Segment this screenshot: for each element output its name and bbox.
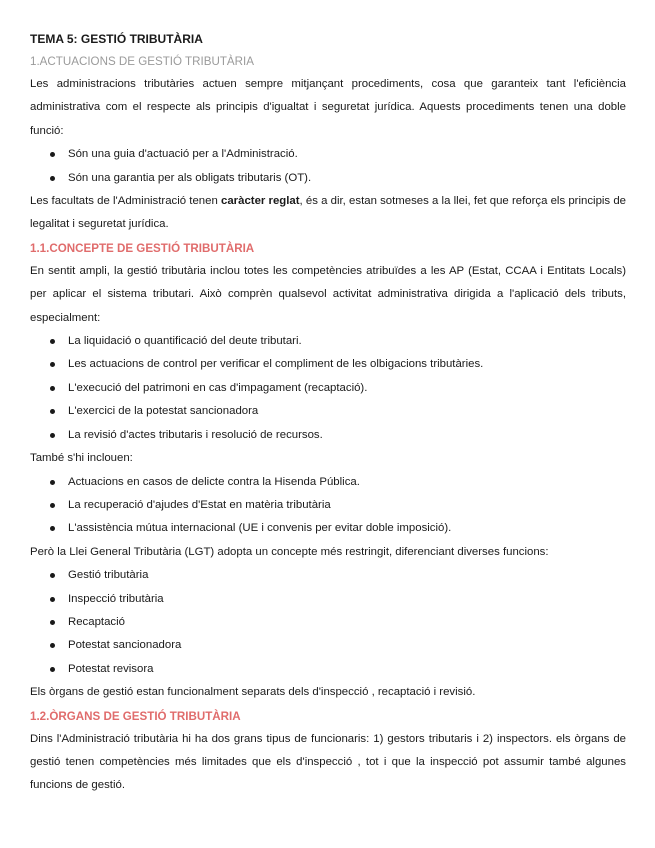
facultats-text-start: Les facultats de l'Administració tenen xyxy=(30,195,221,208)
organs-separation-paragraph: Els òrgans de gestió estan funcionalment separats dels d'inspecció , recaptació i revisió. xyxy=(30,686,476,699)
list-item: La recuperació d'ajudes d'Estat en matèria tributària xyxy=(48,494,626,517)
section-1-heading: 1.ACTUACIONS DE GESTIÓ TRIBUTÀRIA xyxy=(30,55,254,68)
section-1-intro: Les administracions tributàries actuen sempre mitjançant procediments, cosa que garanteix tant l'eficiència administrativa com el respecte als principis d'igualtat i seguretat jurídica. Aquests procediments tenen una doble funció: xyxy=(30,78,626,137)
list-item: L'execució del patrimoni en cas d'impagament (recaptació). xyxy=(48,377,626,400)
list-item: La liquidació o quantificació del deute tributari. xyxy=(48,330,626,353)
list-item: La revisió d'actes tributaris i resolució de recursos. xyxy=(48,424,626,447)
list-item: Potestat sancionadora xyxy=(48,634,626,657)
section-1-1-intro: En sentit ampli, la gestió tributària inclou totes les competències atribuïdes a les AP (Estat, CCAA i Entitats Locals) per aplicar el sistema tributari. Això comprèn qualsevol activitat administrativa dirigida a l'aplicació dels tributs, especialment: xyxy=(30,264,626,324)
list-item: L'assistència mútua internacional (UE i convenis per evitar doble imposició). xyxy=(48,517,626,540)
list-item: Gestió tributària xyxy=(48,564,626,587)
facultats-paragraph xyxy=(30,190,626,237)
lgt-paragraph: Però la Llei General Tributària (LGT) adopta un concepte més restringit, diferenciant diverses funcions: xyxy=(30,545,549,558)
list-item: Les actuacions de control per verificar el compliment de les olbigacions tributàries. xyxy=(48,353,626,376)
list-item: L'exercici de la potestat sancionadora xyxy=(48,400,626,423)
list-item: Són una guia d'actuació per a l'Administració. xyxy=(48,143,626,166)
list-item: Inspecció tributària xyxy=(48,588,626,611)
section-1-2-text: Dins l'Administració tributària hi ha dos grans tipus de funcionaris: 1) gestors tributaris i 2) inspectors. els òrgans de gestió tenen competències més limitades que els d'inspecció , tot i que la inspecció pot assumir també algunes funcions de gestió. xyxy=(30,732,626,792)
facultats-text-end: , és a dir, estan sotmeses a la llei, fet que reforça els principis de legalitat i seguretat jurídica. xyxy=(30,195,626,231)
document-title: TEMA 5: GESTIÓ TRIBUTÀRIA xyxy=(30,32,203,46)
also-included-list xyxy=(30,471,626,541)
list-item: Potestat revisora xyxy=(48,658,626,681)
list-item: Actuacions en casos de delicte contra la Hisenda Pública. xyxy=(48,471,626,494)
lgt-functions-list xyxy=(30,564,626,681)
list-item: Són una garantia per als obligats tributaris (OT). xyxy=(48,167,626,190)
list-item: Recaptació xyxy=(48,611,626,634)
section-1-bullet-list xyxy=(30,143,626,190)
section-1-2-heading: 1.2.ÒRGANS DE GESTIÓ TRIBUTÀRIA xyxy=(30,709,241,723)
section-1-1-heading: 1.1.CONCEPTE DE GESTIÓ TRIBUTÀRIA xyxy=(30,241,255,255)
gestio-activities-list xyxy=(30,330,626,447)
also-included-label: També s'hi inclouen: xyxy=(30,452,133,465)
facultats-bold-term: caràcter reglat xyxy=(221,195,300,208)
